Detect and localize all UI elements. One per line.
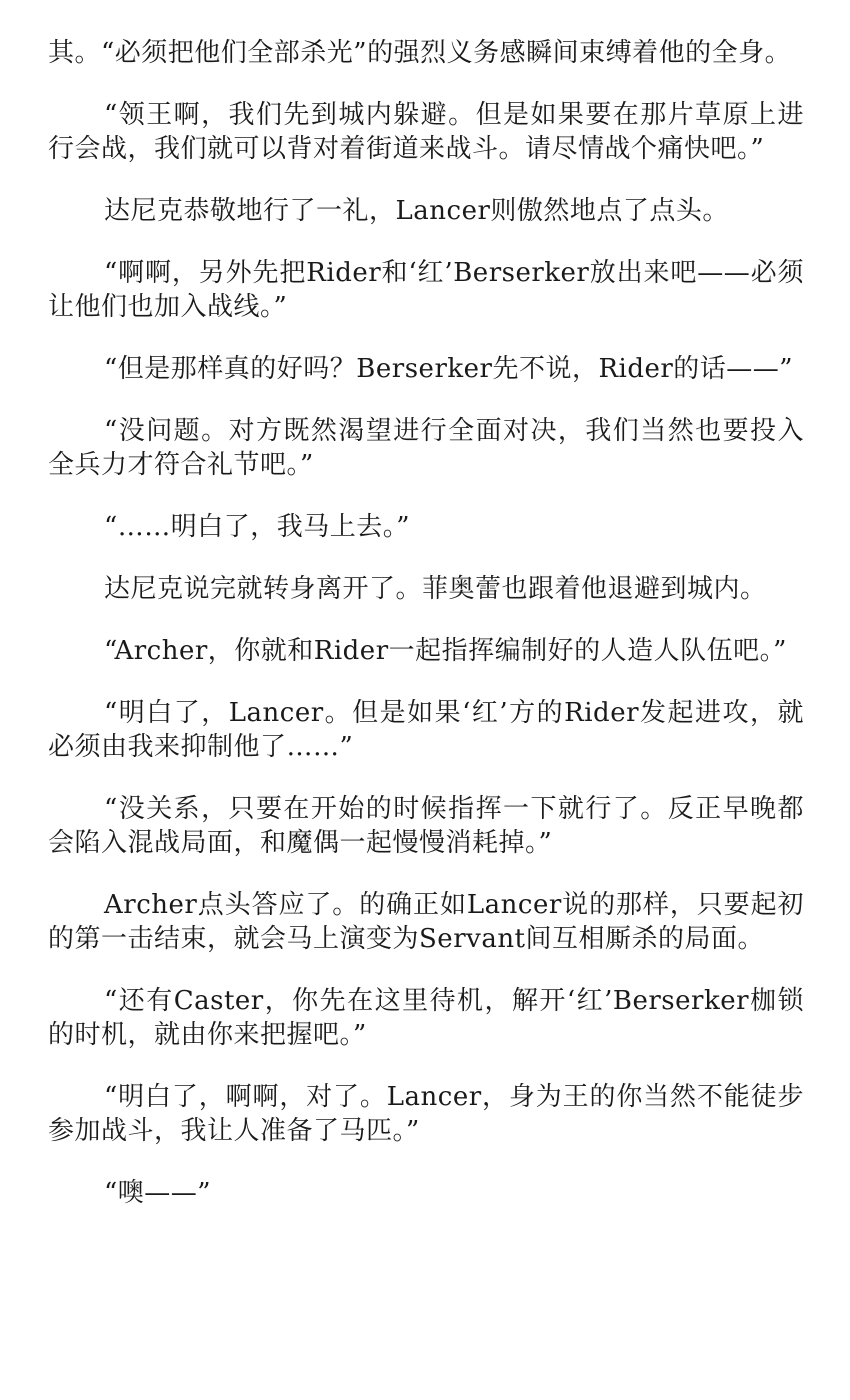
paragraph-11: “没关系，只要在开始的时候指挥一下就行了。反正早晚都会陷入混战局面，和魔偶一起慢慢消耗掉。” [48,794,804,858]
paragraph-6: “没问题。对方既然渴望进行全面对决，我们当然也要投入全兵力才符合礼节吧。” [48,416,804,480]
paragraph-3: 达尼克恭敬地行了一礼，Lancer则傲然地点了点头。 [104,196,729,226]
paragraph-15: “噢——” [104,1178,212,1208]
paragraph-14: “明白了，啊啊，对了。Lancer，身为王的你当然不能徒步参加战斗，我让人准备了马匹。” [48,1082,804,1146]
paragraph-12: Archer点头答应了。的确正如Lancer说的那样，只要起初的第一击结束，就会马上演变为Servant间互相厮杀的局面。 [48,890,804,954]
paragraph-10: “明白了，Lancer。但是如果‘红’方的Rider发起进攻，就必须由我来抑制他了……” [48,698,804,762]
paragraph-8: 达尼克说完就转身离开了。菲奥蕾也跟着他退避到城内。 [104,574,767,604]
paragraph-1: 其。“必须把他们全部杀光”的强烈义务感瞬间束缚着他的全身。 [48,38,792,68]
paragraph-4: “啊啊，另外先把Rider和‘红’Berserker放出来吧——必须让他们也加入战线。” [48,258,804,322]
document-page [48,36,804,1238]
paragraph-5: “但是那样真的好吗？Berserker先不说，Rider的话——” [104,354,794,384]
paragraph-13: “还有Caster，你先在这里待机，解开‘红’Berserker枷锁的时机，就由你来把握吧。” [48,986,804,1050]
paragraph-2: “领王啊，我们先到城内躲避。但是如果要在那片草原上进行会战，我们就可以背对着街道来战斗。请尽情战个痛快吧。” [48,100,804,164]
paragraph-9: “Archer，你就和Rider一起指挥编制好的人造人队伍吧。” [104,636,787,666]
paragraph-7: “……明白了，我马上去。” [104,512,411,542]
